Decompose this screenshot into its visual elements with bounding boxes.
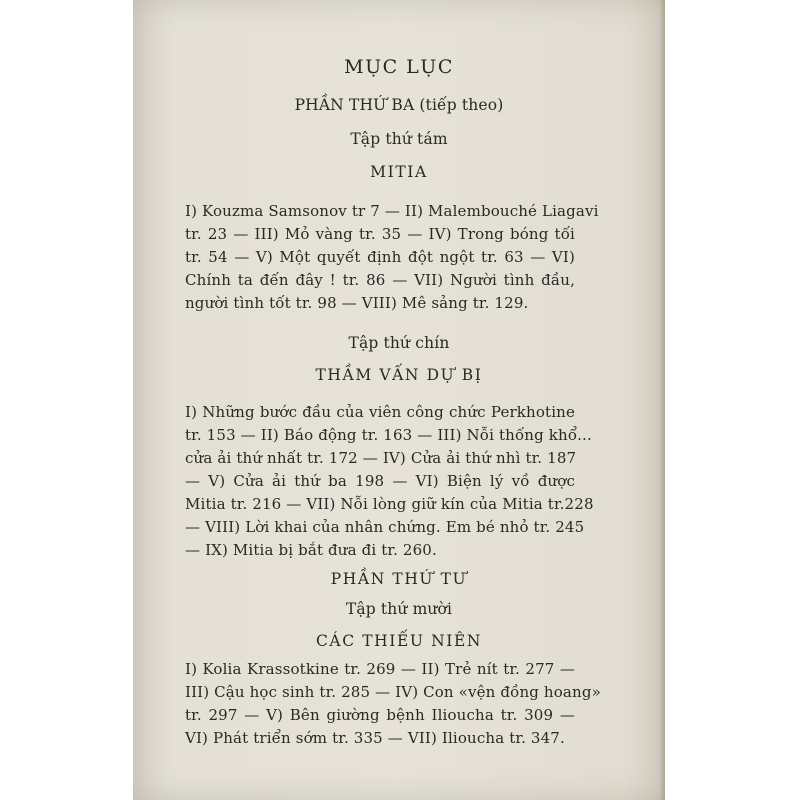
toc-line: tr. 153 — II) Báo động tr. 163 — III) Nỗi thống khổ... [185, 426, 592, 444]
toc-line: — IX) Mitia bị bắt đưa đi tr. 260. [185, 541, 437, 559]
toc-line: người tình tốt tr. 98 — VIII) Mê sảng tr. 129. [185, 294, 529, 312]
part3-section: MITIA [370, 163, 428, 181]
part3-heading: PHẦN THỨ BA (tiếp theo) [294, 96, 504, 114]
toc-line: tr. 23 — III) Mỏ vàng tr. 35 — IV) Trong bóng tối [185, 225, 575, 243]
toc-line: III) Cậu học sinh tr. 285 — IV) Con «vện đồng hoang» [185, 683, 601, 701]
toc-title: MỤC LỤC [344, 56, 454, 78]
toc-line: Mitia tr. 216 — VII) Nỗi lòng giữ kín của Mitia tr.228 [185, 495, 594, 513]
toc-line: Chính ta đến đây ! tr. 86 — VII) Người tình đầu, [185, 271, 575, 289]
part3-volume2: Tập thứ chín [348, 334, 450, 352]
toc-line: VI) Phát triển sớm tr. 335 — VII) Ilioucha tr. 347. [185, 729, 565, 747]
toc-line: I) Những bước đầu của viên công chức Perkhotine [185, 403, 575, 421]
toc-line: cửa ải thứ nhất tr. 172 — IV) Cửa ải thứ nhì tr. 187 [185, 449, 577, 467]
part4-heading: PHẦN THỨ TƯ [330, 570, 468, 588]
toc-line: — VIII) Lời khai của nhân chứng. Em bé nhỏ tr. 245 [185, 518, 585, 536]
toc-line: — V) Cửa ải thứ ba 198 — VI) Biện lý vồ được [185, 472, 575, 490]
book-page [133, 0, 665, 800]
toc-line: I) Kolia Krassotkine tr. 269 — II) Trẻ nít tr. 277 — [185, 660, 575, 678]
part4-section: CÁC THIẾU NIÊN [315, 632, 483, 650]
toc-line: I) Kouzma Samsonov tr 7 — II) Malembouché Liagavi [185, 202, 599, 220]
part4-volume: Tập thứ mười [345, 600, 453, 618]
toc-line: tr. 297 — V) Bên giường bệnh Ilioucha tr. 309 — [185, 706, 575, 724]
part3-section2: THẦM VẤN DỰ BỊ [315, 366, 483, 384]
part3-volume: Tập thứ tám [350, 130, 448, 148]
toc-line: tr. 54 — V) Một quyết định đột ngột tr. 63 — VI) [185, 248, 575, 266]
